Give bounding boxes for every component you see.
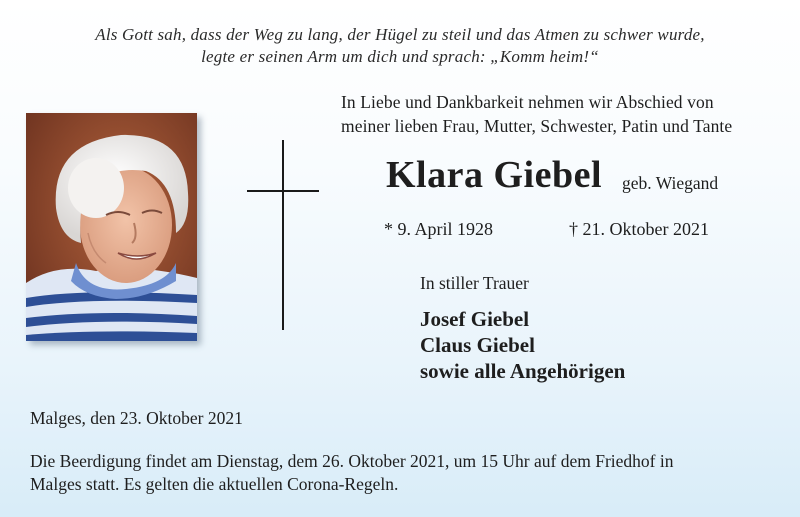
mourner-name: sowie alle Angehörigen (420, 359, 626, 383)
quote-line-1: Als Gott sah, dass der Weg zu lang, der Hügel zu steil und das Atmen zu schwer wurde, (95, 25, 705, 44)
quote-line-2: legte er seinen Arm um dich und sprach: „Komm heim!“ (201, 47, 599, 66)
funeral-line-1: Die Beerdigung findet am Dienstag, dem 26. Oktober 2021, um 15 Uhr auf dem Friedhof in (30, 451, 674, 471)
mourning-heading: In stiller Trauer (420, 273, 529, 293)
intro-line-2: meiner lieben Frau, Mutter, Schwester, Patin und Tante (341, 116, 733, 136)
cross-vertical-bar (282, 140, 284, 330)
place-and-date: Malges, den 23. Oktober 2021 (30, 408, 243, 428)
birth-date: * 9. April 1928 (384, 219, 494, 239)
mourner-name: Claus Giebel (420, 333, 535, 357)
birth-name: geb. Wiegand (622, 173, 719, 193)
cross-horizontal-bar (247, 190, 319, 192)
deceased-name: Klara Giebel (386, 154, 603, 196)
intro-line-1: In Liebe und Dankbarkeit nehmen wir Abschied von (341, 92, 714, 112)
mourners-list (420, 306, 625, 384)
mourner-name: Josef Giebel (420, 307, 530, 331)
funeral-line-2: Malges statt. Es gelten die aktuellen Corona-Regeln. (30, 474, 399, 494)
funeral-notice (30, 450, 775, 496)
death-date: † 21. Oktober 2021 (569, 219, 709, 239)
portrait-photo (26, 113, 197, 341)
